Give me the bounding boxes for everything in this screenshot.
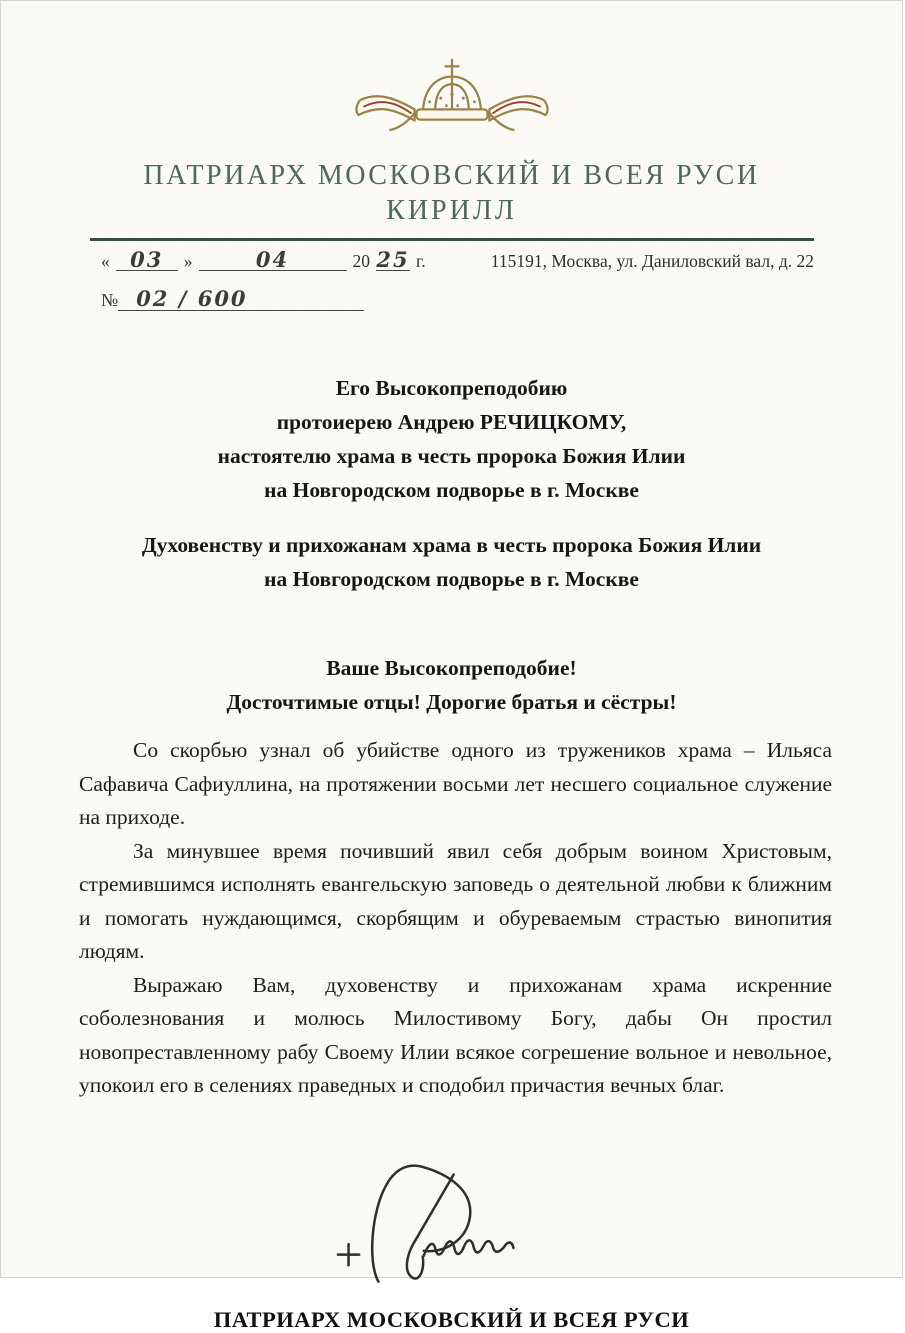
- letterhead-name: КИРИЛЛ: [386, 195, 517, 226]
- recipient-line: Духовенству и прихожанам храма в честь пророка Божия Илии: [141, 533, 762, 557]
- recipient-line: протоиерею Андрею РЕЧИЦКОМУ,: [276, 410, 627, 434]
- salutation: [1, 651, 902, 719]
- letter-body: [79, 734, 832, 1103]
- body-paragraph: Выражаю Вам, духовенству и прихожанам храма искренние соболезнования и молюсь Милостивому Богу, дабы Он простил новопреставленному рабу Своему Илии всякое согрешение вольное и невольное, упокоил его в селениях праведных и сподобил причастия вечных благ.: [79, 972, 832, 1097]
- body-paragraph: Со скорбью узнал об убийстве одного из тружеников храма – Ильяса Сафавича Сафиуллина, на протяжении восьми лет несшего социальное служение на приходе.: [79, 738, 832, 829]
- date-line: [101, 247, 426, 272]
- number-line: [101, 288, 902, 311]
- divider-rule: [90, 238, 814, 241]
- crown-emblem: [347, 57, 557, 143]
- number-field: 02 / 600: [118, 288, 364, 311]
- letterhead: [1, 159, 902, 227]
- salutation-line: Досточтимые отцы! Дорогие братья и сёстры!: [226, 690, 677, 714]
- recipient-line: настоятелю храма в честь пророка Божия Илии: [217, 444, 686, 468]
- year-field: 25: [376, 247, 410, 272]
- recipient-block-2: [1, 528, 902, 596]
- salutation-line: Ваше Высокопреподобие!: [326, 656, 577, 680]
- letterhead-title: ПАТРИАРХ МОСКОВСКИЙ И ВСЕЯ РУСИ: [143, 160, 760, 191]
- date-address-row: [101, 247, 814, 272]
- number-sign: №: [101, 290, 119, 310]
- body-paragraph: За минувшее время почивший явил себя добрым воином Христовым, стремившимся исполнять евангельскую заповедь о деятельной любви к ближним и помогать нуждающимся, скорбящим и обуреваемым страстью винопития людям.: [79, 838, 832, 963]
- address: 115191, Москва, ул. Даниловский вал, д. 22: [490, 251, 814, 271]
- quote-close: »: [183, 251, 193, 271]
- recipient-line: на Новгородском подворье в г. Москве: [264, 567, 639, 591]
- patriarch-signature: [309, 1145, 579, 1293]
- recipient-line: на Новгородском подворье в г. Москве: [264, 478, 639, 502]
- year-suffix: г.: [416, 251, 426, 271]
- day-field: 03: [116, 250, 178, 271]
- signature-block: [1, 1145, 902, 1293]
- recipient-line: Его Высокопреподобию: [335, 376, 568, 400]
- quote-open: «: [101, 251, 110, 271]
- crown-emblem-graphic: [347, 57, 557, 143]
- year-prefix: 20: [352, 251, 370, 271]
- recipient-block: [1, 371, 902, 507]
- month-field: 04: [199, 250, 347, 271]
- footer-title: ПАТРИАРХ МОСКОВСКИЙ И ВСЕЯ РУСИ: [213, 1306, 690, 1332]
